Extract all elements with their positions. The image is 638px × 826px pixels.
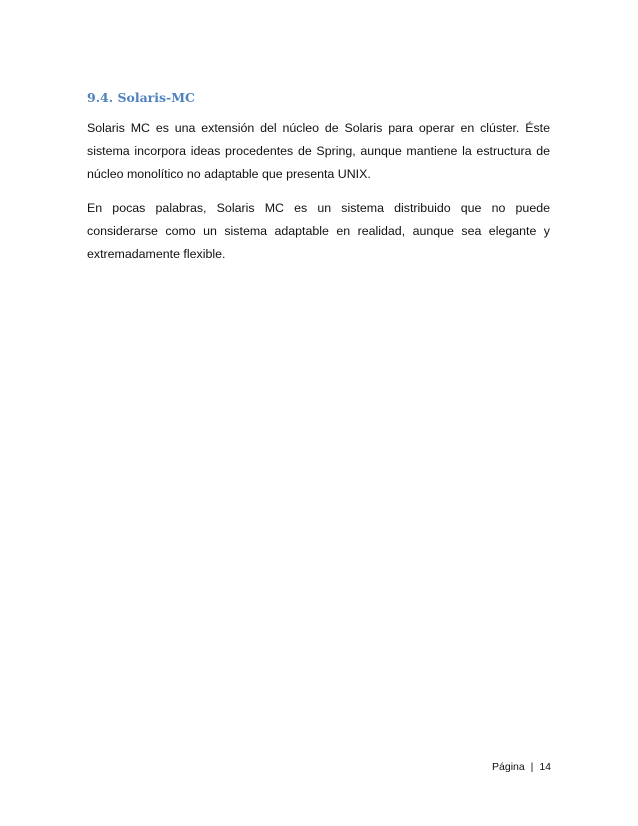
section-heading: 9.4. Solaris-MC: [87, 90, 196, 105]
page-number: 14: [539, 761, 551, 773]
page-footer: [492, 761, 551, 773]
paragraph-2: En pocas palabras, Solaris MC es un sistema distribuido que no puede considerarse como un sistema adaptable en realidad, aunque sea elegante y extremadamente flexible.: [87, 201, 550, 261]
paragraph-1: Solaris MC es una extensión del núcleo de Solaris para operar en clúster. Éste sistema incorpora ideas procedentes de Spring, aunque mantiene la estructura de núcleo monolítico no adaptable que presenta UNIX.: [87, 121, 550, 181]
page-label: Página: [492, 761, 525, 773]
page-content: [87, 89, 550, 277]
page-separator: |: [530, 761, 534, 773]
